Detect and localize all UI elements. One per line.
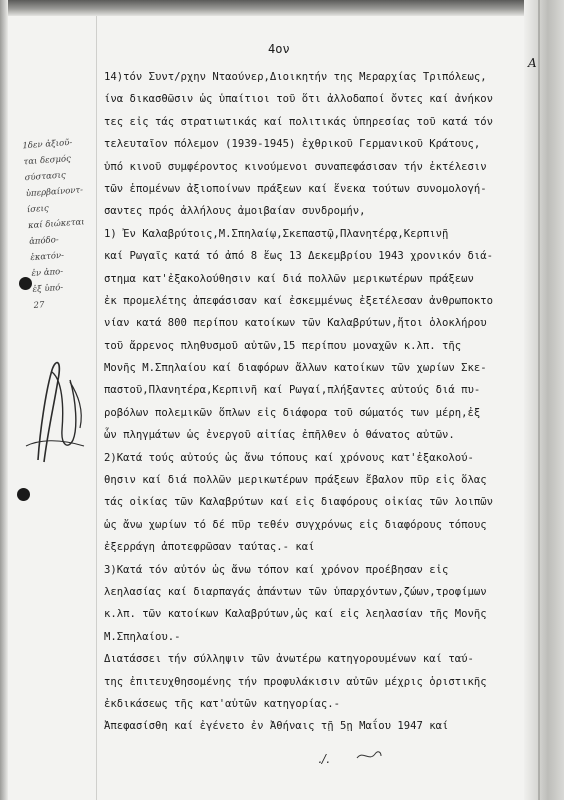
closing-mark: ./. bbox=[318, 752, 330, 766]
text-line: Μονῆς Μ.Σπηλαίου καί διαφόρων ἄλλων κατοίκων τῶν χωρίων Σκε- bbox=[104, 362, 487, 375]
text-line: 2)Κατά τούς αὐτούς ὡς ἄνω τόπους καί χρόνους κατ'ἐξακολού- bbox=[104, 451, 474, 464]
scan-top-border bbox=[0, 0, 564, 16]
margin-note-line: 1δεν ἀξιοῦ- bbox=[22, 137, 73, 152]
text-line: Ἀπεφασίσθη καί ἐγένετο ἐν Ἀθήναις τῇ 5ῃ Μαΐου 1947 καί bbox=[104, 720, 449, 733]
margin-note-line: 27 bbox=[33, 300, 45, 311]
text-line: Διατάσσει τήν σύλληψιν τῶν ἀνωτέρω κατηγορουμένων καί ταύ- bbox=[104, 653, 474, 666]
text-line: τάς οἰκίας τῶν Καλαβρύτων καί εἰς διαφόρους οἰκίας τῶν λοιπῶν bbox=[104, 496, 494, 509]
scan-right-border bbox=[524, 0, 564, 800]
text-line: παστοῦ,Πλανητέρα,Κερπινῆ καί Ρωγαί,πλήξαντες αὐτούς διά πυ- bbox=[104, 384, 481, 397]
text-line: καί Ρωγαῖς κατά τό ἀπό 8 ἕως 13 Δεκεμβρίου 1943 χρονικόν διά- bbox=[104, 250, 494, 263]
margin-note-line: ίσεις bbox=[26, 203, 50, 216]
text-line: τοῦ ἄρρενος πληθυσμοῦ αὐτῶν,15 περίπου μοναχῶν κ.λπ. τῆς bbox=[104, 339, 462, 352]
page-number: 4ον bbox=[268, 42, 290, 56]
margin-note-line: σύστασις bbox=[24, 170, 67, 184]
text-line: ἐξερράγη ἀποτεφρῶσαν ταύτας.- καί bbox=[104, 541, 315, 554]
text-line: ὑπό κινοῦ συμφέροντος κινούμενοι συναπεφάσισαν τήν ἐκτέλεσιν bbox=[104, 160, 487, 173]
text-line: ἐκ προμελέτης ἀπεφάσισαν καί ἐσκεμμένως ἐξετέλεσαν ἀνθρωποκτο bbox=[104, 294, 494, 307]
punch-hole-bottom bbox=[17, 488, 30, 501]
text-line: νίαν κατά 800 περίπου κατοίκων τῶν Καλαβρύτων,ἤτοι ὁλοκλήρου bbox=[104, 317, 487, 330]
corner-mark: A bbox=[528, 56, 537, 70]
text-line: ροβόλων πολεμικῶν ὅπλων εἰς διάφορα τοῦ σώματός των μέρη,ἐξ bbox=[104, 406, 481, 419]
margin-handwritten-note bbox=[22, 134, 96, 314]
text-line: στημα κατ'ἐξακολούθησιν καί διά πολλῶν μερικωτέρων πράξεων bbox=[104, 272, 474, 285]
margin-note-line: ται δεσμός bbox=[23, 154, 72, 168]
margin-note-line: ἐξ ὑπό- bbox=[32, 282, 64, 295]
text-line: ίνα δικασθῶσιν ὡς ὑπαίτιοι τοῦ ὅτι ἀλλοδαποί ὄντες καί ἀνήκον bbox=[104, 93, 494, 106]
text-line: ἐκδικάσεως τῆς κατ'αὐτῶν κατηγορίας.- bbox=[104, 697, 340, 710]
text-line: 1) Ἐν Καλαβρύτοις,Μ.Σπηλαίῳ,Σκεπαστῷ,Πλανητέρᾳ,Κερπινῇ bbox=[104, 227, 449, 240]
text-line: Μ.Σπηλαίου.- bbox=[104, 630, 181, 643]
body-text bbox=[104, 66, 522, 738]
text-line: 14)τόν Συντ/ρχην Νταούνερ,Διοικητήν της Μεραρχίας Τριπόλεως, bbox=[104, 71, 487, 83]
ink-flourish bbox=[355, 748, 383, 762]
text-line: ὧν πληγμάτων ὡς ἐνεργοῦ αἰτίας ἐπῆλθεν ὁ θάνατος αὐτῶν. bbox=[104, 429, 455, 442]
scan-left-border bbox=[0, 0, 8, 800]
text-line: σαντες πρός ἀλλήλους ἀμοιβαίαν συνδρομήν, bbox=[104, 205, 366, 218]
text-line: λεηλασίας καί διαρπαγάς ἁπάντων τῶν ὑπαρχόντων,ζώων,τροφίμων bbox=[104, 585, 487, 598]
text-line: ὡς ἄνω χωρίων τό δέ πῦρ τεθέν συγχρόνως εἰς διαφόρους τόπους bbox=[104, 518, 487, 531]
margin-note-line: καί διώκεται bbox=[27, 217, 85, 232]
text-line: κ.λπ. τῶν κατοίκων Καλαβρύτων,ὡς καί εἰς λεηλασίαν τῆς Μονῆς bbox=[104, 608, 487, 621]
text-line: θησιν καί διά πολλῶν μερικωτέρων πράξεων ἔβαλον πῦρ εἰς ὅλας bbox=[104, 474, 487, 487]
margin-note-line: ἐν ἀπο- bbox=[31, 266, 64, 280]
margin-note-line: ἀπόδο- bbox=[28, 235, 60, 248]
handwritten-signature bbox=[18, 350, 98, 470]
text-line: τελευταῖον πόλεμον (1939-1945) ἐχθρικοῦ Γερμανικοῦ Κράτους, bbox=[104, 138, 481, 151]
margin-note-line: ὑπερβαίνοντ- bbox=[25, 185, 84, 200]
text-line: 3)Κατά τόν αὐτόν ὡς ἄνω τόπον καί χρόνον προέβησαν εἰς bbox=[104, 563, 449, 576]
text-line: τες εἰς τάς στρατιωτικάς καί πολιτικάς ὑπηρεσίας τοῦ κατά τόν bbox=[104, 115, 494, 128]
text-line: της ἐπιτευχθησομένης τήν προφυλάκισιν αὐτῶν μέχρις ὁριστικῆς bbox=[104, 675, 487, 688]
text-line: τῶν ἑπομένων ἀξιοποίνων πράξεων καί ἕνεκα τούτων συνομολογή- bbox=[104, 182, 487, 195]
margin-note-line: ἑκατόν- bbox=[29, 250, 65, 264]
punch-hole-top bbox=[19, 277, 32, 290]
